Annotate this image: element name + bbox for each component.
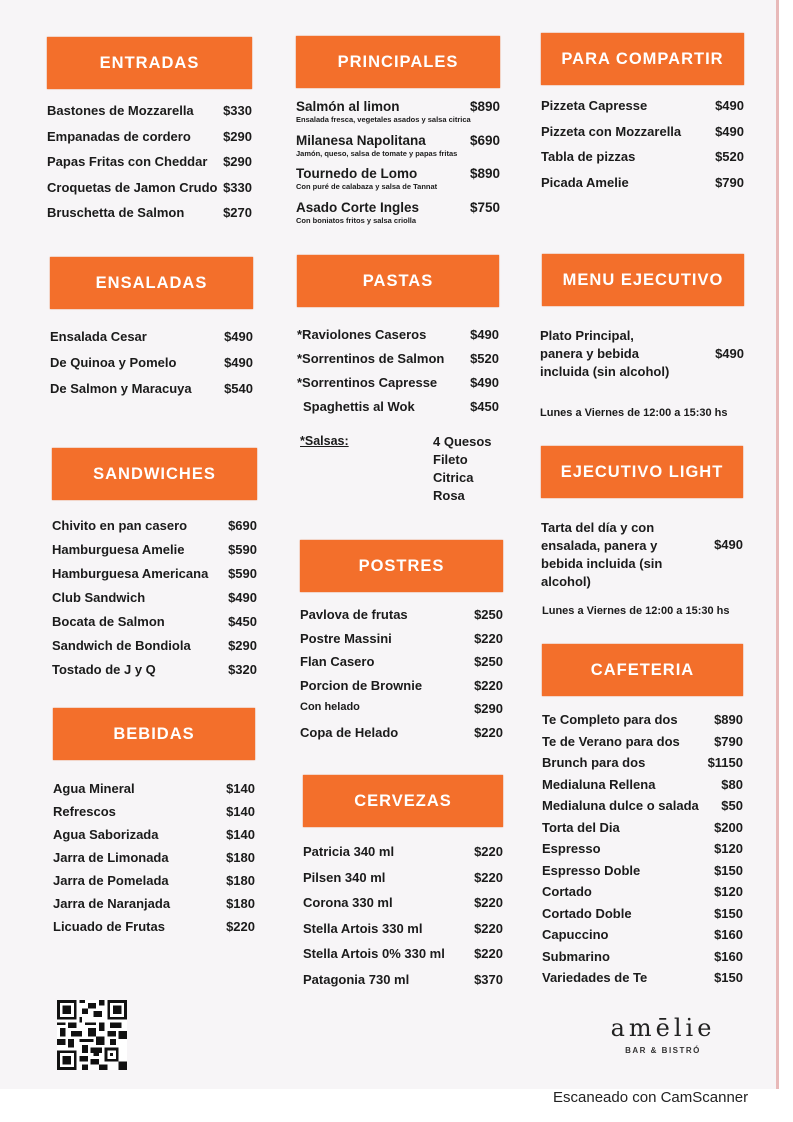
menu-item-price: $220 (474, 630, 503, 646)
brand-name: amēlie (610, 1014, 716, 1042)
menu-item-name: Licuado de Frutas (53, 919, 165, 934)
scanner-watermark: Escaneado con CamScanner (553, 1089, 749, 1106)
section-ejecutivo-light (541, 446, 743, 617)
menu-item-price: $330 (223, 103, 252, 118)
menu-item-price: $1150 (707, 755, 743, 770)
menu-item-name: Cortado (542, 884, 592, 899)
menu-item-price: $220 (474, 844, 503, 859)
text-line: Citrica (433, 470, 474, 485)
menu-ejecutivo-price: $490 (715, 346, 744, 361)
menu-item-price: $120 (714, 841, 743, 856)
menu-item-name: Stella Artois 330 ml (303, 920, 423, 936)
menu-item-name: Sandwich de Bondiola (52, 638, 191, 653)
section-menu-ejecutivo (540, 254, 744, 419)
menu-item-name: Stella Artois 0% 330 ml (303, 946, 445, 961)
menu-item-price: $220 (474, 724, 503, 740)
ejecutivo-light-price: $490 (714, 537, 743, 552)
section-header: SANDWICHES (52, 448, 257, 500)
text-line: incluida (sin alcohol) (540, 364, 670, 379)
menu-item-price: $140 (226, 781, 255, 796)
menu-item-name: Chivito en pan casero (52, 518, 188, 533)
menu-item-price: $320 (228, 662, 257, 677)
menu-item-name: Postre Massini (300, 630, 392, 646)
menu-item-price: $690 (469, 132, 500, 148)
menu-item-price: $220 (474, 920, 503, 936)
menu-item-price: $790 (714, 733, 743, 749)
menu-item-name: Patricia 340 ml (303, 844, 395, 859)
menu-item-name: Jarra de Pomelada (53, 873, 169, 888)
menu-item-name: Croquetas de Jamon Crudo (47, 179, 218, 195)
menu-item-price: $270 (223, 205, 252, 220)
menu-item-price: $180 (226, 873, 255, 888)
section-entradas (47, 37, 252, 220)
menu-item-name: De Quinoa y Pomelo (50, 355, 177, 370)
ejecutivo-light-description (541, 519, 662, 591)
menu-item-name: Te de Verano para dos (542, 733, 680, 749)
menu-item-price: $220 (474, 946, 503, 961)
menu-item-description: Con puré de calabaza y salsa de Tannat (296, 182, 438, 191)
menu-item-price: $890 (714, 712, 743, 727)
menu-item-name: Variedades de Te (542, 970, 648, 985)
menu-item-price: $220 (474, 677, 503, 693)
salsas-list (433, 433, 492, 505)
menu-item-price: $160 (714, 948, 743, 964)
menu-item-price: $220 (226, 919, 255, 934)
brand-logo (588, 1014, 738, 1055)
section-header: ENSALADAS (50, 257, 253, 309)
menu-item-name: Submarino (542, 948, 610, 964)
menu-item-name: Espresso (542, 841, 601, 856)
menu-item-name: Salmón al limon (296, 99, 400, 114)
menu-item-price: $140 (226, 827, 255, 842)
menu-item-price: $370 (474, 971, 503, 987)
menu-item-name: Con helado (300, 701, 360, 713)
menu-item-name: Jarra de Naranjada (53, 896, 171, 911)
text-line: ensalada, panera y (541, 538, 658, 553)
menu-item-name: Tostado de J y Q (52, 662, 156, 677)
menu-item-name: Capuccino (542, 927, 609, 942)
menu-item-name: Espresso Doble (542, 862, 641, 878)
menu-item-name: Brunch para dos (542, 755, 646, 770)
section-ensaladas (50, 257, 253, 396)
menu-item-name: Copa de Helado (300, 724, 399, 740)
section-postres (300, 540, 503, 740)
menu-item-price: $290 (474, 701, 503, 716)
section-header: PASTAS (297, 255, 499, 307)
section-header: ENTRADAS (47, 37, 252, 89)
menu-item-price: $220 (474, 895, 503, 910)
menu-item-price: $490 (224, 329, 253, 344)
menu-item-price: $520 (470, 351, 499, 366)
menu-item-description: Con boniatos fritos y salsa criolla (296, 215, 417, 225)
menu-item-name: Corona 330 ml (303, 895, 393, 910)
menu-item-name: Empanadas de cordero (47, 128, 191, 144)
menu-item-price: $520 (715, 149, 744, 164)
menu-item-price: $690 (228, 518, 257, 533)
menu-item-price: $490 (715, 98, 744, 113)
menu-item-price: $150 (714, 862, 743, 878)
menu-item-name: Porcion de Brownie (300, 677, 423, 693)
menu-item-name: Jarra de Limonada (53, 850, 169, 865)
qr-code-icon (57, 999, 127, 1071)
menu-item-price: $590 (228, 566, 257, 581)
menu-item-name: Agua Mineral (53, 781, 135, 796)
menu-item-price: $590 (228, 542, 257, 557)
section-sandwiches (52, 448, 257, 677)
menu-item-name: Pilsen 340 ml (303, 869, 386, 885)
menu-item-price: $180 (226, 850, 255, 865)
text-line: Plato Principal, (540, 328, 634, 343)
menu-item-price: $750 (469, 199, 500, 215)
menu-item-name: De Salmon y Maracuya (50, 381, 192, 396)
salsas-label: *Salsas: (300, 434, 349, 448)
section-header: EJECUTIVO LIGHT (541, 446, 743, 498)
text-line: Tarta del día y con (541, 520, 655, 535)
menu-item-price: $790 (715, 174, 744, 190)
section-header: CERVEZAS (303, 775, 503, 827)
brand-subtitle: BAR & BISTRÓ (625, 1046, 701, 1055)
menu-item-price: $290 (223, 128, 252, 144)
text-line: bebida incluida (sin (541, 556, 663, 571)
menu-item-price: $200 (714, 819, 743, 835)
menu-ejecutivo-description (540, 327, 669, 381)
section-bebidas (53, 708, 255, 934)
menu-item-price: $330 (223, 179, 252, 195)
section-cervezas (303, 775, 503, 987)
menu-item-price: $180 (226, 896, 255, 911)
page-edge (776, 0, 779, 1089)
menu-ejecutivo-schedule: Lunes a Viernes de 12:00 a 15:30 hs (540, 407, 728, 419)
menu-item-price: $140 (226, 804, 255, 819)
text-line: 4 Quesos (433, 434, 492, 449)
menu-item-name: *Raviolones Caseros (297, 327, 427, 342)
section-header: BEBIDAS (53, 708, 255, 760)
text-line: alcohol) (541, 574, 591, 589)
menu-item-name: Asado Corte Ingles (296, 199, 420, 215)
section-pastas (297, 255, 499, 503)
menu-item-name: Patagonia 730 ml (303, 971, 410, 987)
menu-item-price: $890 (469, 166, 500, 181)
menu-item-price: $290 (228, 638, 257, 653)
menu-item-name: Club Sandwich (52, 590, 146, 605)
menu-item-name: Hamburguesa Americana (52, 566, 209, 581)
menu-item-name: *Sorrentinos de Salmon (297, 351, 445, 366)
section-header: PRINCIPALES (296, 36, 500, 88)
menu-item-name: Tabla de pizzas (541, 149, 636, 164)
menu-item-name: Pizzeta con Mozzarella (541, 123, 682, 139)
section-header: POSTRES (300, 540, 503, 592)
menu-item-name: Papas Fritas con Cheddar (47, 154, 208, 169)
menu-item-name: Picada Amelie (541, 174, 629, 190)
section-principales (296, 36, 500, 225)
menu-item-price: $250 (474, 654, 503, 669)
menu-item-name: Cortado Doble (542, 905, 632, 921)
menu-item-name: Hamburguesa Amelie (52, 542, 185, 557)
menu-item-price: $490 (224, 355, 253, 370)
menu-item-name: Medialuna Rellena (542, 776, 656, 792)
menu-item-name: Medialuna dulce o salada (542, 798, 699, 813)
text-line: Rosa (433, 488, 465, 503)
menu-item-price: $490 (470, 375, 499, 390)
menu-item-name: Bastones de Mozzarella (47, 103, 194, 118)
menu-item-name: Flan Casero (300, 654, 375, 669)
text-line: panera y bebida (540, 346, 639, 361)
menu-item-price: $160 (714, 927, 743, 942)
menu-item-price: $450 (470, 399, 499, 414)
menu-item-name: Spaghettis al Wok (303, 399, 415, 414)
menu-item-name: Bocata de Salmon (52, 614, 165, 629)
menu-item-price: $490 (470, 327, 499, 342)
menu-item-price: $150 (714, 970, 743, 985)
menu-item-price: $490 (715, 123, 744, 139)
menu-item-price: $220 (474, 869, 503, 885)
menu-item-price: $540 (224, 381, 253, 396)
menu-item-name: Te Completo para dos (542, 712, 678, 727)
menu-item-price: $290 (223, 154, 252, 169)
menu-item-name: Torta del Dia (542, 819, 620, 835)
menu-item-price: $250 (474, 607, 503, 622)
menu-item-description: Ensalada fresca, vegetales asados y salsa citrica (296, 115, 471, 124)
menu-item-price: $120 (714, 884, 743, 899)
menu-item-name: Tournedo de Lomo (296, 166, 418, 181)
menu-item-price: $490 (228, 590, 257, 605)
menu-item-name: Agua Saborizada (53, 827, 159, 842)
menu-item-price: $150 (714, 905, 743, 921)
menu-item-name: Refrescos (53, 804, 116, 819)
menu-item-name: Pavlova de frutas (300, 607, 408, 622)
text-line: Fileto (433, 452, 468, 467)
menu-item-name: Bruschetta de Salmon (47, 205, 185, 220)
menu-item-name: Pizzeta Capresse (541, 98, 648, 113)
section-header: CAFETERIA (542, 644, 743, 696)
menu-item-price: $80 (721, 776, 743, 792)
menu-item-description: Jamón, queso, salsa de tomate y papas fritas (296, 148, 458, 158)
menu-item-name: *Sorrentinos Capresse (297, 375, 438, 390)
menu-item-price: $890 (469, 99, 500, 114)
menu-item-name: Milanesa Napolitana (296, 132, 426, 148)
section-cafeteria (542, 644, 743, 985)
ejecutivo-light-schedule: Lunes a Viernes de 12:00 a 15:30 hs (542, 605, 730, 617)
menu-item-name: Ensalada Cesar (50, 329, 147, 344)
menu-item-price: $50 (721, 798, 743, 813)
section-header: MENU EJECUTIVO (542, 254, 744, 306)
menu-item-price: $450 (228, 614, 257, 629)
section-para-compartir (541, 33, 744, 190)
section-header: PARA COMPARTIR (541, 33, 744, 85)
